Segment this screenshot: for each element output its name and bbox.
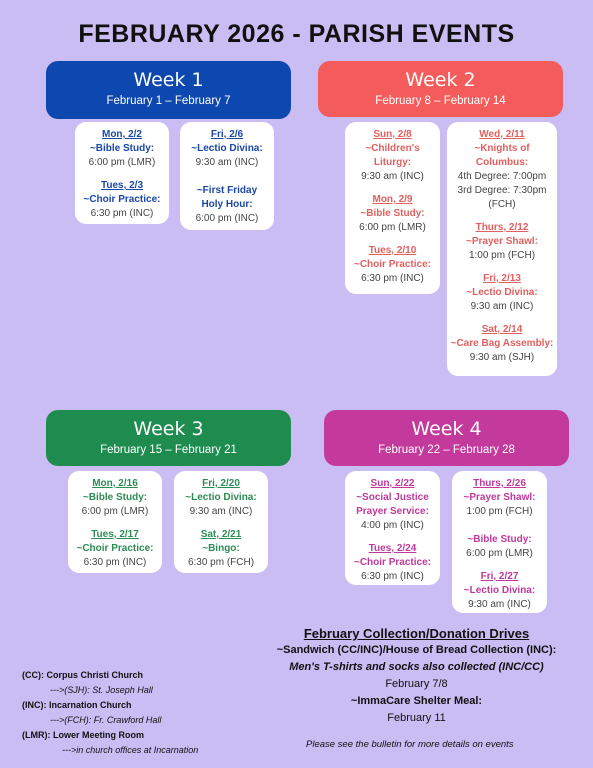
- week-3-card-right: [174, 471, 268, 573]
- legend-lmr-note: --->in church offices at Incarnation: [62, 745, 199, 755]
- week-1-title: Week 1: [133, 69, 204, 91]
- legend-lmr: (LMR): Lower Meeting Room: [22, 730, 144, 740]
- event: [68, 528, 162, 570]
- event-name: ~First Friday: [196, 185, 258, 196]
- event-name: ~Knights of: [474, 143, 530, 154]
- event-time: 6:30 pm (FCH): [187, 557, 255, 568]
- event-date: Thurs, 2/12: [475, 222, 529, 233]
- event-name: ~Bible Study:: [360, 208, 425, 219]
- event-name-cont: Liturgy:: [373, 157, 412, 168]
- event-time: 6:00 pm (LMR): [466, 548, 533, 559]
- event: [345, 244, 440, 286]
- event-date: Wed, 2/11: [479, 129, 525, 140]
- event-name: ~Choir Practice:: [354, 259, 431, 270]
- event: [174, 477, 268, 519]
- event-time: 9:30 am (INC): [189, 506, 253, 517]
- week-4-card-left: [345, 471, 440, 585]
- event-date: Fri, 2/27: [480, 571, 519, 582]
- event-date: Fri, 2/6: [210, 129, 244, 140]
- event-name: ~Children's: [365, 143, 420, 154]
- drives-line: February 11: [387, 712, 446, 724]
- event: [345, 477, 440, 533]
- week-1-card-right: [180, 122, 274, 230]
- event-date: Tues, 2/10: [368, 245, 417, 256]
- event: [180, 184, 274, 226]
- event-name: ~Prayer Shawl:: [466, 236, 538, 247]
- event-time: 6:30 pm (INC): [83, 557, 147, 568]
- event: [345, 128, 440, 184]
- legend-inc: (INC): Incarnation Church: [22, 700, 132, 710]
- event-time: 1:00 pm (FCH): [468, 250, 536, 261]
- event: [452, 477, 547, 519]
- event: [75, 179, 169, 221]
- drives-line: ~Sandwich (CC/INC)/House of Bread Collection (INC):: [276, 644, 557, 656]
- week-4-range: February 22 – February 28: [378, 444, 515, 456]
- event-date: Tues, 2/24: [368, 543, 417, 554]
- event: [68, 477, 162, 519]
- drives-line: Men's T-shirts and socks also collected (INC/CC): [289, 661, 544, 673]
- week-3-banner: [46, 410, 291, 466]
- week-2-range: February 8 – February 14: [375, 95, 506, 107]
- legend-sjh: --->(SJH): St. Joseph Hall: [50, 685, 153, 695]
- week-1-card-left: [75, 122, 169, 224]
- week-4-card-right: [452, 471, 547, 613]
- event: [447, 221, 557, 263]
- event-date: Sun, 2/8: [373, 129, 412, 140]
- week-4-banner: [324, 410, 569, 466]
- event-name-cont: Holy Hour:: [201, 199, 253, 210]
- event-name: ~Care Bag Assembly:: [450, 338, 554, 349]
- event-name: ~Bible Study:: [467, 534, 532, 545]
- event-date: Thurs, 2/26: [473, 478, 526, 489]
- event-date: Fri, 2/20: [202, 478, 240, 489]
- week-3-card-left: [68, 471, 162, 573]
- legend-fch: --->(FCH): Fr. Crawford Hall: [50, 715, 162, 725]
- event-date: Tues, 2/3: [100, 180, 144, 191]
- week-1-banner: [46, 61, 291, 119]
- event-name-cont: Prayer Service:: [356, 506, 429, 517]
- event: [447, 323, 557, 365]
- event-time: 6:00 pm (LMR): [88, 157, 156, 168]
- event-name: ~Bible Study:: [89, 143, 155, 154]
- collection-drives: [240, 625, 593, 727]
- event-time: 9:30 am (INC): [361, 171, 424, 182]
- event-time: 6:30 pm (INC): [361, 273, 424, 284]
- event-date: Sun, 2/22: [370, 478, 415, 489]
- legend-cc: (CC): Corpus Christi Church: [22, 670, 143, 680]
- event: [75, 128, 169, 170]
- event: [452, 533, 547, 561]
- event-time: 6:00 pm (INC): [195, 213, 259, 224]
- event-name: ~Lectio Divina:: [463, 585, 536, 596]
- event-detail: (FCH): [488, 199, 516, 210]
- event: [447, 128, 557, 212]
- week-2-title: Week 2: [405, 69, 476, 91]
- location-legend: [22, 668, 198, 758]
- event-time: 9:30 am (INC): [195, 157, 259, 168]
- event-name: ~Lectio Divina:: [191, 143, 263, 154]
- event-date: Sat, 2/14: [481, 324, 523, 335]
- drives-line: February 7/8: [385, 678, 448, 690]
- event-name: ~Bingo:: [202, 543, 240, 554]
- event-date: Mon, 2/2: [101, 129, 142, 140]
- event-time: 4:00 pm (INC): [361, 520, 424, 531]
- week-1-range: February 1 – February 7: [106, 95, 231, 107]
- event-time: 9:30 am (SJH): [469, 352, 535, 363]
- event-name: ~Social Justice: [356, 492, 429, 503]
- drives-heading: February Collection/Donation Drives: [303, 626, 530, 641]
- event-date: Mon, 2/9: [372, 194, 413, 205]
- event-time: 9:30 am (INC): [470, 301, 534, 312]
- event: [345, 542, 440, 584]
- event: [452, 570, 547, 612]
- event-time: 9:30 am (INC): [468, 599, 531, 610]
- week-2-card-left: [345, 122, 440, 294]
- event: [174, 528, 268, 570]
- event-time: 6:00 pm (LMR): [359, 222, 426, 233]
- event-detail: 3rd Degree: 7:30pm: [457, 185, 547, 196]
- week-3-range: February 15 – February 21: [100, 444, 237, 456]
- event: [447, 272, 557, 314]
- event-name: ~Prayer Shawl:: [463, 492, 536, 503]
- event-time: 6:30 pm (INC): [90, 208, 154, 219]
- event-date: Mon, 2/16: [92, 478, 138, 489]
- event-name: ~Lectio Divina:: [466, 287, 538, 298]
- event-time: 6:00 pm (LMR): [81, 506, 149, 517]
- drives-line: ~ImmaCare Shelter Meal:: [350, 695, 483, 707]
- event-name-cont: Columbus:: [475, 157, 529, 168]
- event-date: Tues, 2/17: [91, 529, 139, 540]
- week-4-title: Week 4: [411, 418, 482, 440]
- event-name: ~Choir Practice:: [354, 557, 431, 568]
- event: [180, 128, 274, 170]
- page-title: FEBRUARY 2026 - PARISH EVENTS: [78, 20, 515, 48]
- event-name: ~Choir Practice:: [76, 543, 154, 554]
- event-date: Fri, 2/13: [483, 273, 521, 284]
- week-2-banner: [318, 61, 563, 117]
- event: [345, 193, 440, 235]
- bulletin-note: Please see the bulletin for more details on events: [306, 739, 514, 750]
- event-name: ~Choir Practice:: [83, 194, 161, 205]
- event-name: ~Bible Study:: [82, 492, 148, 503]
- event-date: Sat, 2/21: [200, 529, 242, 540]
- week-3-title: Week 3: [133, 418, 204, 440]
- event-time: 6:30 pm (INC): [361, 571, 424, 582]
- week-2-card-right: [447, 122, 557, 376]
- event-detail: 4th Degree: 7:00pm: [457, 171, 547, 182]
- event-time: 1:00 pm (FCH): [466, 506, 533, 517]
- event-name: ~Lectio Divina:: [185, 492, 257, 503]
